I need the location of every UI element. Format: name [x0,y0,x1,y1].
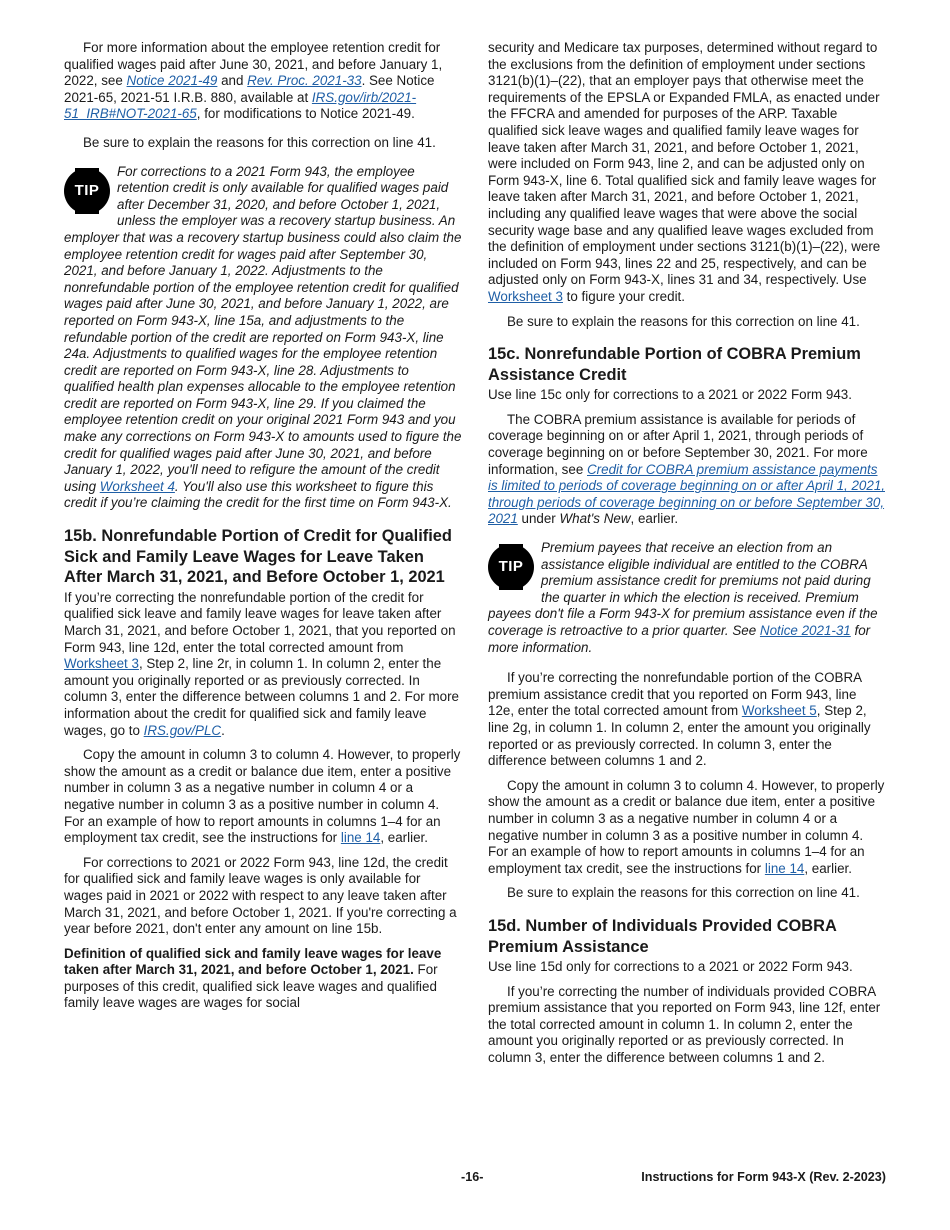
text-run: , Step 2, line 2g, in column 1. In column 2, enter the amount you originally reported or as previously corrected. In column 3, enter the difference between columns 1 and 2. [488,703,871,769]
tip-text: Premium payees that receive an election from an assistance eligible individual are entitled to the COBRA premium assistance credit for premiums not paid during the quarter in which the election is received. Premium payees don't file a Form 943-X for premium assistance even if the coverage is retroactive to a prior quarter. See [488,540,878,638]
line-15b-paragraph [64,590,462,739]
worksheet-3-link[interactable]: Worksheet 3 [488,288,563,304]
worksheet-4-link[interactable]: Worksheet 4 [99,478,175,494]
line-14-link[interactable]: line 14 [764,860,805,876]
irs-plc-link[interactable]: IRS.gov/PLC [143,722,222,738]
text-run: The COBRA premium assistance is available for periods of coverage beginning on or after April 1, 2021, through periods of coverage beginning on or before September 30, 2021. For more information, see [488,411,868,477]
cobra-individuals-paragraph: If you’re correcting the number of individuals provided COBRA premium assistance that you reported on Form 943, line 12f, enter the total corrected amount in column 1. In column 2, enter the amount you originally reported or as previously corrected. In column 3, enter the difference between columns 1 and 2. [488,983,881,1066]
text-run: , earlier. [630,511,679,527]
irs-irb-link[interactable]: IRS.gov/irb/2021-51_IRB#NOT-2021-65 [64,89,417,122]
text-run: and [217,73,248,89]
explain-reasons-paragraph: Be sure to explain the reasons for this correction on line 41. [83,134,436,150]
text-run: . See Notice 2021-65, 2021-51 I.R.B. 880, available at [64,73,435,105]
section-heading-15d: 15d. Number of Individuals Provided COBRA Premium Assistance [488,916,837,956]
copy-amount-paragraph [488,778,886,878]
text-run: . [221,722,225,738]
section-heading-15c: 15c. Nonrefundable Portion of COBRA Premium Assistance Credit [488,345,861,384]
page-number: -16- [461,1170,484,1184]
notice-2021-49-link[interactable]: Notice 2021-49 [126,73,218,89]
tip-box [488,540,886,656]
explain-reasons-paragraph: Be sure to explain the reasons for this correction on line 41. [507,313,860,329]
line-15d-usage-paragraph: Use line 15d only for corrections to a 2021 or 2022 Form 943. [488,959,853,975]
cobra-credit-link[interactable]: Credit for COBRA premium assistance payments is limited to periods of coverage beginning on or after April 1, 2021, through periods of coverage beginning on or before September 30, 2021 [488,461,885,527]
erc-info-paragraph [64,40,462,123]
whats-new-ref: What's New [559,511,631,527]
text-run: For purposes of this credit, qualified sick leave wages and qualified family leave wages are wages for social [64,962,438,1011]
tip-box [64,164,462,512]
explain-reasons-paragraph: Be sure to explain the reasons for this correction on line 41. [507,885,860,901]
text-run: , Step 2, line 2r, in column 1. In column 2, enter the amount you originally reported or as previously corrected. In column 3, enter the difference between columns 1 and 2. For more information about the credit for qualified sick and family leave wages, go to [64,656,459,738]
line-14-link[interactable]: line 14 [340,830,381,846]
worksheet-5-link[interactable]: Worksheet 5 [741,703,817,719]
page-footer [64,1170,886,1188]
notice-2021-31-link[interactable]: Notice 2021-31 [759,623,851,638]
text-run: , earlier. [804,860,852,876]
tip-text: for more information. [488,623,871,655]
line-15c-usage-paragraph: Use line 15c only for corrections to a 2021 or 2022 Form 943. [488,387,852,403]
copy-amount-paragraph [64,747,462,847]
text-run: If you’re correcting the nonrefundable portion of the credit for qualified sick leave and family leave wages for leave taken after March 31, 2021, and before October 1, 2021, that you reported on Form 943, line 12d, enter the total corrected amount from [64,589,456,655]
text-run: security and Medicare tax purposes, determined without regard to the exclusions from the definition of employment under sections 3121(b)(1)–(22), that an employer pays that otherwise meet the requirements of the EPSLA or Expanded FMLA, as enacted under the FFCRA and amended for purposes of the ARP. Taxable qualified sick leave wages and qualified family leave wages for leave taken after March 31, 2021, and before October 1, 2021, were included on Form 943, line 2, and can be adjusted only on Form 943-X, line 6. Total qualified sick and family leave wages for leave taken after March 31, 2021, and before October 1, 2021, including any qualified leave wages that were above the social security wage base and any qualified leave wages excluded from the definition of employment under sections 3121(b)(1)–(22), were included on Form 943, lines 22 and 25, respectively, and can be adjusted only on Form 943-X, lines 31 and 34, respectively. Use [488,40,881,288]
text-run: to figure your credit. [562,288,685,304]
tip-text: For corrections to a 2021 Form 943, the employee retention credit is only available for qualified wages paid after December 31, 2020, and before October 1, 2021, unless the employer was a recovery startup business. An employer that was a recovery startup business could also claim the employee retention credit for wages paid after September 30, 2021, and before January 1, 2022. Adjustments to the nonrefundable portion of the employee retention credit for qualified wages paid after June 30, 2021, and before January 1, 2022, are reported on Form 943-X, line 15a, and adjustments to the refundable portion of the credit are reported on Form 943-X, line 24a. Adjustments to qualified wages for the employee retention credit are reported on Form 943-X, line 28. Adjustments to qualified health plan expenses allocable to the employee retention credit are reported on Form 943-X, line 29. If you claimed the employee retention credit on your original 2021 Form 943 and you make any corrections on Form 943-X to amounts used to figure the credit for qualified wages paid after June 30, 2021, and before January 1, 2022, you'll need to refigure the amount of the credit using [64,163,462,494]
text-run: Copy the amount in column 3 to column 4. However, to properly show the amount as a credit or balance due item, enter a positive number in column 3 as a negative number in column 4 or a negative number in column 3 as a positive number in column 4. For an example of how to report amounts in columns 1–4 for an employment tax credit, see the instructions for [488,777,885,876]
left-column [64,40,462,1020]
rev-proc-2021-33-link[interactable]: Rev. Proc. 2021-33 [247,73,362,89]
cobra-correction-paragraph [488,670,886,770]
tip-icon: TIP [488,544,534,590]
text-run: , earlier. [380,830,428,846]
section-heading-15b: 15b. Nonrefundable Portion of Credit for Qualified Sick and Family Leave Wages for Leave Taken After March 31, 2021, and Before October 1, 2021 [64,527,452,587]
text-run: If you’re correcting the nonrefundable portion of the COBRA premium assistance credit that you reported on Form 943, line 12e, enter the total corrected amount from [488,670,862,719]
text-run: Copy the amount in column 3 to column 4. However, to properly show the amount as a credit or balance due item, enter a positive number in column 3 as a negative number in column 4 or a negative number in column 3 as a positive number in column 4. For an example of how to report amounts in columns 1–4 for an employment tax credit, see the instructions for [64,747,461,846]
text-run: under [517,511,560,527]
tip-text: . You'll also use this worksheet to figure this credit if you’re claiming the credit for the first time on Form 943-X. [64,478,452,511]
form-title: Instructions for Form 943-X (Rev. 2-2023) [641,1170,886,1184]
worksheet-3-link[interactable]: Worksheet 3 [64,656,139,672]
text-run: For more information about the employee retention credit for qualified wages paid after June 30, 2021, and before January 1, 2022, see [64,40,443,89]
tip-icon: TIP [64,168,110,214]
text-run: , for modifications to Notice 2021-49. [196,106,415,122]
definition-continued-paragraph [488,40,886,306]
cobra-availability-paragraph [488,412,886,528]
definition-paragraph [64,946,462,1012]
right-column [488,40,886,1075]
corrections-2021-2022-paragraph: For corrections to 2021 or 2022 Form 943, line 12d, the credit for qualified sick and family leave wages is only available for wages paid in 2021 or 2022 with respect to any leave taken after March 31, 2021, and before October 1, 2021. If you're correcting a year before 2021, don't enter any amount on line 15b. [64,854,457,937]
definition-heading: Definition of qualified sick and family leave wages for leave taken after March 31, 2021, and before October 1, 2021. [64,945,442,978]
